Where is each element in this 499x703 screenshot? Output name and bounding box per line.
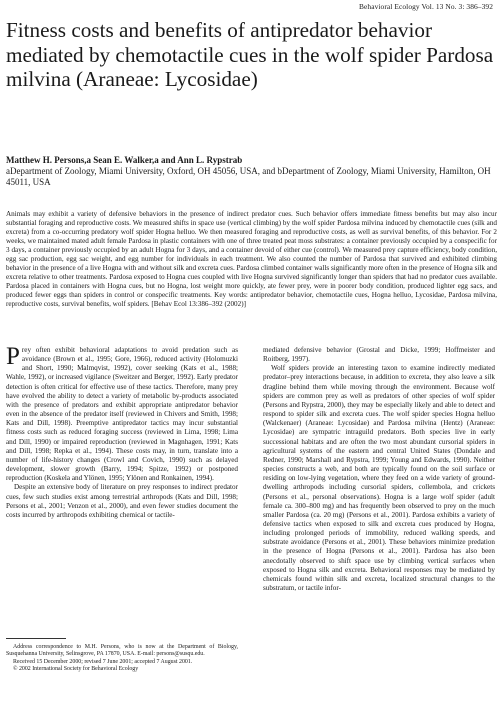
- author-names: Matthew H. Persons,a Sean E. Walker,a and Ann L. Rypstrab: [6, 155, 243, 165]
- body-paragraph: [6, 343, 238, 483]
- author-block: [6, 155, 496, 189]
- paragraph-text: rey often exhibit behavioral adaptations to avoid predation such as avoidance (Brown et al., 1995; Gore, 1966), reduced activity (Holomuzki and Short, 1990; Malmqvist, 1992), cover seeking (Kats et al., 1988; Wahle, 1992), or increased vigilance (Sweitzer and Berger, 1992). Early predator detection is often critical for effective use of these tactics. Therefore, many prey have evolved the ability to detect a variety of metabolic by-products associated with the presence of predators and exhibit appropriate antipredator behavior even in the absence of the predator itself (reviewed in Chivers and Smith, 1998; Kats and Dill, 1998). Preemptive antipredator tactics may incur substantial fitness costs such as reduced foraging success (reviewed in Lima, 1998; Lima and Dill, 1990) or impaired reproduction (reviewed in Magnhagen, 1991; Kats and Dill, 1998; Repka et al., 1994). These costs may, in turn, translate into a number of life-history changes (Crowl and Covich, 1990) such as delayed development, slower growth (Barry, 1994; Spitze, 1992) or postponed reproduction (Koskela and Ylönen, 1995; Ylönen and Ronkainen, 1994).: [6, 346, 238, 483]
- footnotes: [6, 644, 238, 673]
- article-title: [6, 18, 496, 92]
- author-affiliations: aDepartment of Zoology, Miami University, Oxford, OH 45056, USA, and bDepartment of Zoology, Miami University, Hamilton, OH 45011, USA: [6, 166, 491, 188]
- footnote-dates: Received 15 December 2000; revised 7 June 2001; accepted 7 August 2001.: [13, 658, 193, 665]
- footnote-correspondence: Address correspondence to M.H. Persons, who is now at the Department of Biology, Susquehanna University, Selinsgrove, PA 17870, USA. E-mail: persons@susqu.edu.: [6, 644, 238, 658]
- body-column-right: [263, 346, 495, 593]
- title-text: Fitness costs and benefits of antipredator behavior mediated by chemotactile cues in the wolf spider Pardosa milvina (Araneae: Lycosidae): [6, 18, 494, 91]
- body-paragraph: Wolf spiders provide an interesting taxon to examine indirectly mediated predator–prey interactions because, in addition to excreta, they also leave a silk dragline behind them while moving through the environment. Because wolf spiders are common prey as well as predators of other species of wolf spider (Persons and Rypstra, 2000), they may be especially likely and able to detect and respond to spider silk and excreta cues. The wolf spider species Hogna helluo (Walckenaer) (Araneae: Lycosidae) and Pardosa milvina (Hentz) (Araneae: Lycosidae) are sympatric intraguild predators. Both species live in early successional habitats and are often the two most abundant cursorial spiders in agricultural systems of the eastern and central United States (Dondale and Redner, 1990; Marshall and Rypstra, 1999; Young and Edwards, 1990). Neither species constructs a web, and both are typically found on the soil surface or residing on low-lying vegetation, where they feed on a wide variety of ground-dwelling arthropods including cursorial spiders, collembola, and crickets (Persons et al., personal observations). Hogna is a large wolf spider (adult female ca. 300–800 mg) and has frequently been observed to prey on the much smaller Pardosa (ca. 20 mg) (Persons et al., 2001). Pardosa exhibits a variety of defensive tactics when exposed to silk and excreta cues produced by Hogna, including prolonged periods of immobility, reduced walking speeds, and substrate avoidance (Persons et al., 2001). These behaviors minimize predation in the presence of Hogna (Persons et al., 2001). Pardosa has also been anecdotally observed to shift space use by climbing vertical surfaces when exposed to Hogna silk and excreta. Behavioral responses may be mediated by chemicals found within silk and excreta, localized structural changes to the substratum, or tactile infor-: [263, 364, 495, 593]
- abstract: Animals may exhibit a variety of defensive behaviors in the presence of indirect predator cues. Such behavior offers immediate fitness benefits but may also incur substantial foraging and reproductive costs. We measured shifts in space use (vertical climbing) by the wolf spider Pardosa milvina induced by chemotactile cues (silk and excreta) from a co-occurring predatory wolf spider Hogna helluo. We then measured foraging and reproductive costs, as well as survival benefits, of this behavior. For 2 weeks, we maintained mated adult female Pardosa in plastic containers with one of three treated peat moss substrates: a container previously occupied by a conspecific for 3 days, a container previously occupied by an adult Hogna for 3 days, and a container devoid of either cue (control). We measured prey capture efficiency, body condition, egg sac production, egg sac weight, and egg number for individuals in each treatment. We also counted the number of Pardosa that survived and exhibited climbing behavior in the presence of a live Hogna with and without silk and excreta cues. Pardosa climbed container walls significantly more often in the presence of Hogna silk and excreta relative to other treatments. Pardosa exposed to Hogna cues coupled with live Hogna survived significantly longer than spiders that had no predator cues available. Pardosa placed in containers with Hogna cues, but no Hogna, lost weight more quickly, ate fewer prey, were in poorer body condition, produced lighter egg sacs, and produced fewer eggs than spiders in control or conspecific treatments. Key words: antipredator behavior, chemotactile cues, Hogna helluo, Lycosidae, Pardosa milvina, reproductive costs, survival benefits, wolf spiders. [Behav Ecol 13:386–392 (2002)]: [6, 210, 497, 309]
- footnote-copyright: © 2002 International Society for Behavioral Ecology: [13, 665, 139, 672]
- body-paragraph: mediated defensive behavior (Grostal and Dicke, 1999; Hoffmeister and Roitberg, 1997).: [263, 346, 495, 364]
- body-column-left: [6, 343, 238, 520]
- body-paragraph: Despite an extensive body of literature on prey responses to indirect predator cues, few such studies exist among terrestrial arthropods (Kats and Dill, 1998; Persons et al., 2001; Venzon et al., 2000), and even fewer studies document the costs incurred by arthropods exhibiting chemical or tactile-: [6, 483, 238, 519]
- footnote-divider: [6, 638, 66, 639]
- drop-cap: P: [6, 343, 20, 370]
- journal-header: Behavioral Ecology Vol. 13 No. 3: 386–392: [359, 2, 493, 11]
